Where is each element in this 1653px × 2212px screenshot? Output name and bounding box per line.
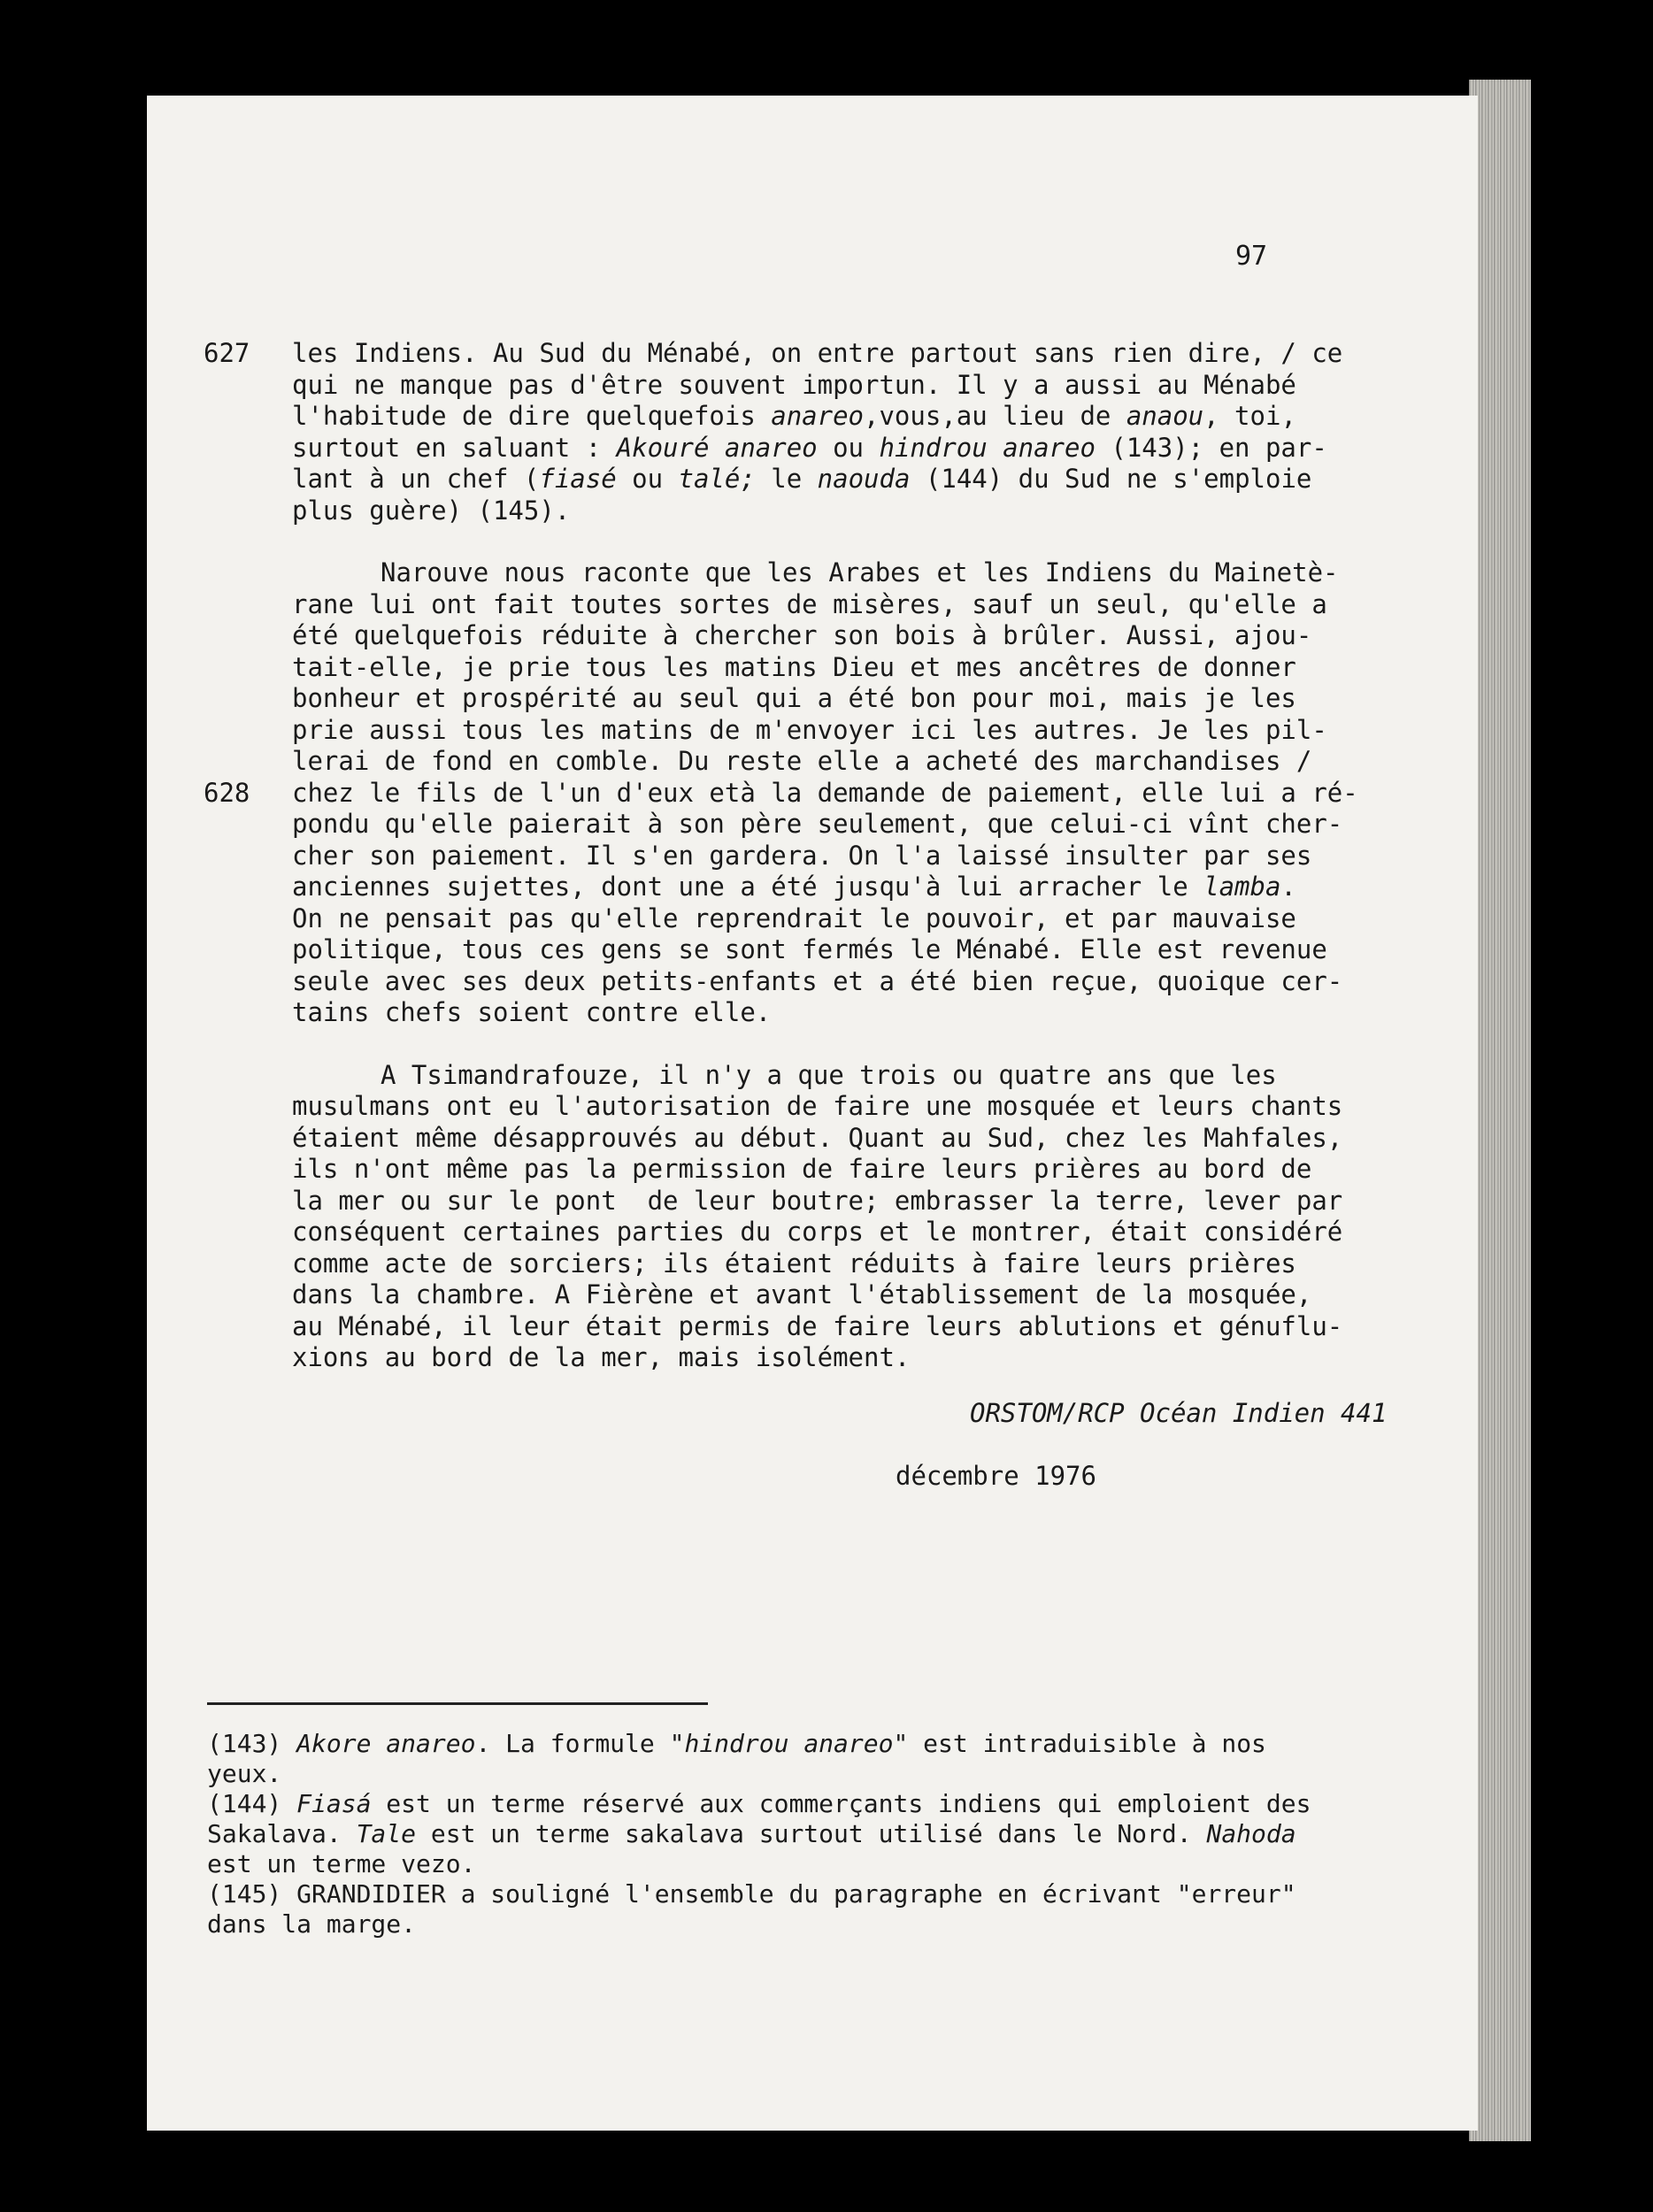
text-segment: au Ménabé, il leur était permis de faire leurs ablutions et génuflu- bbox=[292, 1310, 1343, 1341]
text-segment: est un terme réservé aux commerçants indiens qui emploient des bbox=[371, 1789, 1311, 1818]
text-line bbox=[292, 1310, 1343, 1343]
footnote bbox=[207, 1879, 1357, 1939]
text-segment: anciennes sujettes, dont une a été jusqu'à lui arracher le bbox=[292, 872, 1204, 902]
text-segment: bonheur et prospérité au seul qui a été bon pour moi, mais je les bbox=[292, 683, 1296, 713]
text-line bbox=[292, 1154, 1336, 1186]
italic-term: Akore anareo bbox=[296, 1729, 476, 1758]
text-segment: lant à un chef ( bbox=[292, 464, 540, 494]
text-line bbox=[292, 652, 1336, 684]
paragraph bbox=[292, 1059, 1343, 1374]
text-segment: ,vous,au lieu de bbox=[864, 401, 1126, 431]
text-segment: (143) bbox=[207, 1729, 297, 1758]
footnotes bbox=[207, 1729, 1357, 1939]
text-line bbox=[292, 1217, 1343, 1248]
text-segment: est intraduisible à nos bbox=[908, 1729, 1266, 1758]
text-line bbox=[204, 338, 1343, 370]
text-segment: comme acte de sorciers; ils étaient réduits à faire leurs prières bbox=[292, 1248, 1296, 1279]
text-segment: est un terme sakalava surtout utilisé dans le Nord. bbox=[416, 1819, 1207, 1848]
text-segment: Sakalava. bbox=[207, 1819, 357, 1848]
page-number: 97 bbox=[1235, 241, 1268, 272]
italic-term: Nahoda bbox=[1206, 1819, 1296, 1848]
text-segment: yeux. bbox=[207, 1759, 282, 1788]
text-segment: étaient même désapprouvés au début. Quant au Sud, chez les Mahfales, bbox=[292, 1122, 1343, 1153]
text-line bbox=[292, 903, 1336, 935]
text-segment: tains chefs soient contre elle. bbox=[292, 997, 772, 1027]
page-edge bbox=[1469, 80, 1531, 2141]
text-segment: qui ne manque pas d'être souvent importun. Il y a aussi au Ménabé bbox=[292, 369, 1296, 400]
text-line bbox=[292, 934, 1336, 966]
text-segment: politique, tous ces gens se sont fermés le Ménabé. Elle est revenue bbox=[292, 934, 1327, 964]
text-segment: (145) GRANDIDIER a souligné l'ensemble du paragraphe en écrivant "erreur" bbox=[207, 1879, 1296, 1909]
text-segment: l'habitude de dire quelquefois bbox=[292, 401, 772, 431]
text-segment: . bbox=[1280, 872, 1296, 902]
text-segment: ou bbox=[817, 432, 880, 463]
text-segment: lerai de fond en comble. Du reste elle a acheté des marchandises / bbox=[292, 746, 1312, 776]
date: décembre 1976 bbox=[896, 1461, 1096, 1491]
margin-line-number: 627 bbox=[204, 338, 250, 368]
main-text bbox=[204, 338, 1358, 1374]
text-segment: ou bbox=[616, 464, 679, 494]
text-line bbox=[292, 464, 1336, 495]
italic-term: talé; bbox=[678, 464, 756, 494]
footnote bbox=[207, 1729, 1357, 1789]
text-line bbox=[207, 1789, 1357, 1819]
text-segment: (144) bbox=[207, 1789, 297, 1818]
text-segment: xions au bord de la mer, mais isolément. bbox=[292, 1342, 911, 1372]
text-line bbox=[207, 1819, 1357, 1849]
text-line bbox=[292, 746, 1336, 778]
italic-term: Tale bbox=[356, 1819, 417, 1848]
text-segment: les Indiens. Au Sud du Ménabé, on entre partout sans rien dire, / ce bbox=[292, 338, 1343, 368]
footnote bbox=[207, 1789, 1357, 1879]
text-line bbox=[292, 1185, 1343, 1217]
text-line bbox=[292, 401, 1336, 433]
text-line bbox=[292, 715, 1336, 747]
italic-term: anareo bbox=[771, 401, 865, 431]
text-segment: seule avec ses deux petits-enfants et a été bien reçue, quoique cer- bbox=[292, 965, 1343, 996]
italic-term: naouda bbox=[817, 464, 911, 494]
text-line bbox=[292, 370, 1336, 402]
text-segment: dans la chambre. A Fièrène et avant l'établissement de la mosquée, bbox=[292, 1279, 1312, 1310]
italic-term: lamba bbox=[1203, 872, 1281, 902]
signature: ORSTOM/RCP Océan Indien 441 bbox=[970, 1398, 1388, 1428]
italic-term: hindrou anareo bbox=[879, 432, 1096, 463]
text-segment: (144) du Sud ne s'emploie bbox=[910, 464, 1312, 494]
footnote-divider bbox=[207, 1702, 708, 1705]
text-segment: la mer ou sur le pont de leur boutre; embrasser la terre, lever par bbox=[292, 1185, 1343, 1216]
paragraph bbox=[204, 557, 1358, 1029]
text-line bbox=[292, 1342, 1336, 1374]
text-segment: Narouve nous raconte que les Arabes et les Indiens du Mainetè- bbox=[381, 557, 1339, 588]
text-segment: (143); en par- bbox=[1095, 432, 1327, 463]
margin-line-number: 628 bbox=[204, 777, 250, 808]
italic-term: Akouré anareo bbox=[616, 432, 818, 463]
text-segment: ils n'ont même pas la permission de faire leurs prières au bord de bbox=[292, 1154, 1312, 1184]
text-segment: pondu qu'elle paierait à son père seulement, que celui-ci vînt cher- bbox=[292, 809, 1343, 839]
text-line bbox=[292, 683, 1336, 715]
text-line bbox=[292, 620, 1336, 652]
text-line bbox=[292, 997, 1336, 1029]
text-segment: cher son paiement. Il s'en gardera. On l'a laissé insulter par ses bbox=[292, 840, 1312, 871]
text-segment: rane lui ont fait toutes sortes de misères, sauf un seul, qu'elle a bbox=[292, 588, 1327, 619]
text-line bbox=[292, 495, 1336, 527]
text-line bbox=[207, 1879, 1357, 1909]
text-segment: . La formule bbox=[475, 1729, 670, 1758]
text-line bbox=[207, 1729, 1357, 1759]
text-line bbox=[292, 1060, 1336, 1092]
text-segment: A Tsimandrafouze, il n'y a que trois ou quatre ans que les bbox=[381, 1059, 1277, 1090]
text-segment: musulmans ont eu l'autorisation de faire une mosquée et leurs chants bbox=[292, 1091, 1343, 1121]
text-segment: conséquent certaines parties du corps et le montrer, était considéré bbox=[292, 1217, 1343, 1247]
text-line bbox=[204, 777, 1358, 810]
italic-term: fiasé bbox=[539, 464, 617, 494]
text-line bbox=[292, 1122, 1343, 1155]
text-line bbox=[292, 433, 1336, 465]
text-line bbox=[292, 1248, 1336, 1280]
text-segment: , toi, bbox=[1203, 401, 1296, 431]
text-line bbox=[292, 965, 1343, 998]
text-line bbox=[292, 841, 1336, 872]
text-line bbox=[292, 557, 1339, 589]
text-segment: prie aussi tous les matins de m'envoyer ici les autres. Je les pil- bbox=[292, 714, 1327, 745]
text-segment: On ne pensait pas qu'elle reprendrait le pouvoir, et par mauvaise bbox=[292, 902, 1296, 933]
text-line bbox=[292, 1091, 1343, 1123]
text-segment: chez le fils de l'un d'eux età la demande de paiement, elle lui a ré- bbox=[292, 777, 1358, 808]
text-line bbox=[292, 1279, 1336, 1311]
italic-term: anaou bbox=[1126, 401, 1204, 431]
text-line bbox=[207, 1759, 1357, 1789]
italic-term: Fiasá bbox=[296, 1789, 372, 1818]
text-line bbox=[292, 872, 1336, 903]
text-segment: tait-elle, je prie tous les matins Dieu et mes ancêtres de donner bbox=[292, 651, 1296, 682]
text-segment: surtout en saluant : bbox=[292, 432, 617, 463]
text-line bbox=[207, 1909, 1357, 1939]
text-line bbox=[292, 809, 1343, 841]
text-line bbox=[207, 1849, 1357, 1879]
text-segment: plus guère) (145). bbox=[292, 495, 571, 526]
italic-term: "hindrou anareo" bbox=[669, 1729, 909, 1758]
text-segment: été quelquefois réduite à chercher son bois à brûler. Aussi, ajou- bbox=[292, 620, 1312, 650]
text-segment: dans la marge. bbox=[207, 1909, 417, 1939]
text-line bbox=[292, 589, 1336, 621]
text-segment: le bbox=[755, 464, 818, 494]
text-segment: est un terme vezo. bbox=[207, 1849, 476, 1878]
paragraph bbox=[204, 338, 1343, 526]
